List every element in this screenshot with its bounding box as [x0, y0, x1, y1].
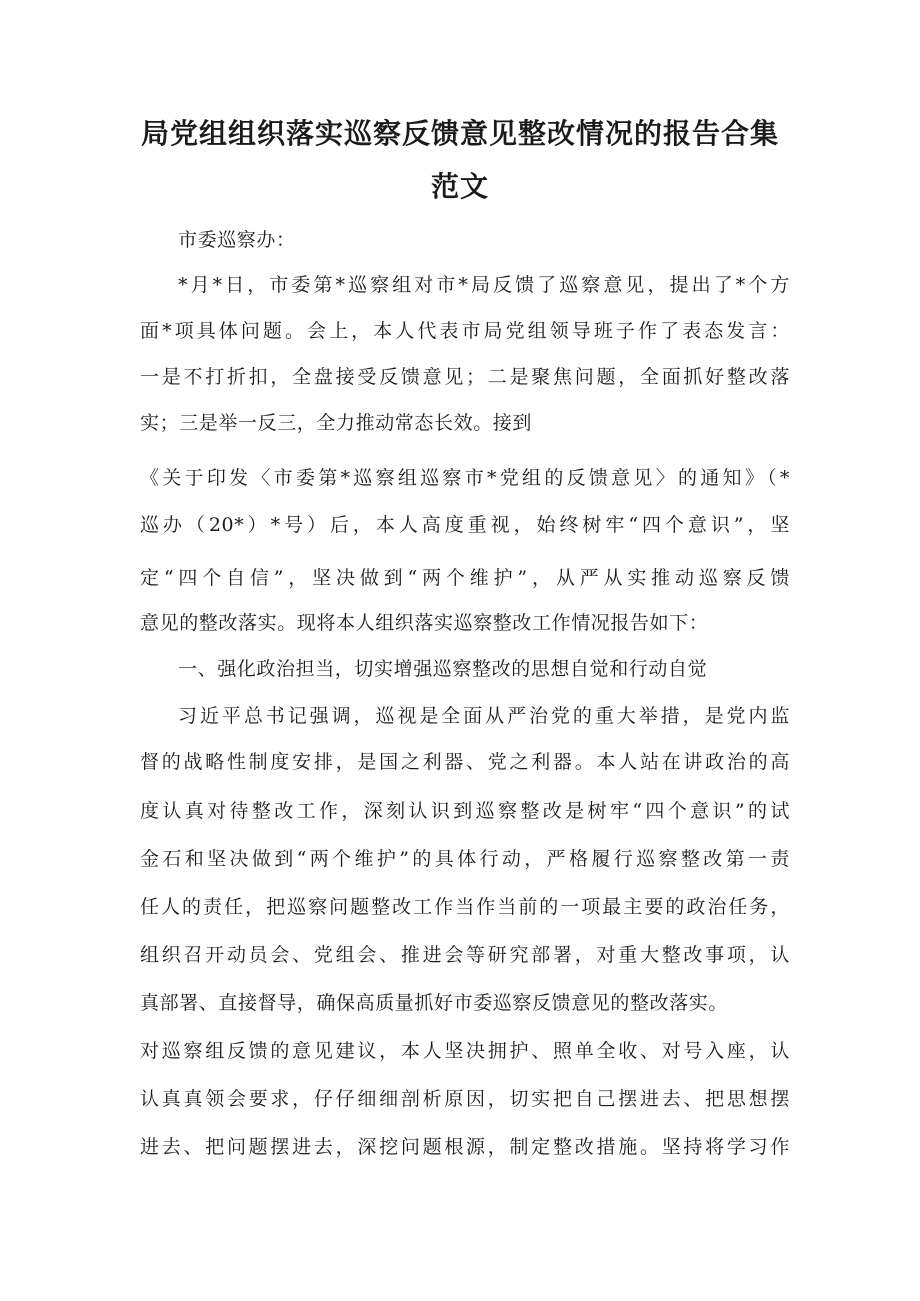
paragraph-line: 组织召开动员会、党组会、推进会等研究部署，对重大整改事项，认 — [140, 944, 790, 966]
paragraph-line: *月*日，市委第*巡察组对市*局反馈了巡察意见，提出了*个方 — [178, 274, 790, 296]
document-title-line-2: 范文 — [430, 170, 489, 203]
paragraph-line: 真部署、直接督导，确保高质量抓好市委巡察反馈意见的整改落实。 — [140, 992, 729, 1014]
paragraph-line: 巡办（20*）*号）后，本人高度重视，始终树牢“四个意识”，坚 — [140, 514, 790, 536]
paragraph-line: 《关于印发〈市委第*巡察组巡察市*党组的反馈意见〉的通知》（* — [140, 467, 790, 489]
paragraph-line: 对巡察组反馈的意见建议，本人坚决拥护、照单全收、对号入座，认 — [140, 1040, 790, 1062]
paragraph-line: 认真真领会要求，仔仔细细剖析原因，切实把自己摆进去、把思想摆 — [140, 1088, 790, 1110]
paragraph-line: 面*项具体问题。会上，本人代表市局党组领导班子作了表态发言： — [140, 320, 790, 342]
paragraph-line: 督的战略性制度安排，是国之利器、党之利器。本人站在讲政治的高 — [140, 751, 790, 773]
paragraph-line: 习近平总书记强调，巡视是全面从严治党的重大举措，是党内监 — [178, 705, 790, 727]
paragraph-line: 定“四个自信”，坚决做到“两个维护”，从严从实推动巡察反馈 — [140, 567, 790, 589]
paragraph-line: 金石和坚决做到“两个维护”的具体行动，严格履行巡察整改第一责 — [140, 848, 790, 870]
paragraph-line: 任人的责任，把巡察问题整改工作当作当前的一项最主要的政治任务， — [140, 896, 790, 918]
salutation: 市委巡察办： — [178, 229, 296, 251]
document-title-line-1: 局党组组织落实巡察反馈意见整改情况的报告合集 — [140, 117, 779, 150]
paragraph-line: 实；三是举一反三，全力推动常态长效。接到 — [140, 412, 533, 434]
paragraph-line: 意见的整改落实。现将本人组织落实巡察整改工作情况报告如下： — [140, 612, 709, 634]
paragraph-line: 度认真对待整改工作，深刻认识到巡察整改是树牢“四个意识”的试 — [140, 800, 790, 822]
paragraph-line: 进去、把问题摆进去，深挖问题根源，制定整改措施。坚持将学习作 — [140, 1136, 790, 1158]
section-heading: 一、强化政治担当，切实增强巡察整改的思想自觉和行动自觉 — [178, 658, 708, 680]
paragraph-line: 一是不打折扣，全盘接受反馈意见；二是聚焦问题，全面抓好整改落 — [140, 366, 790, 388]
